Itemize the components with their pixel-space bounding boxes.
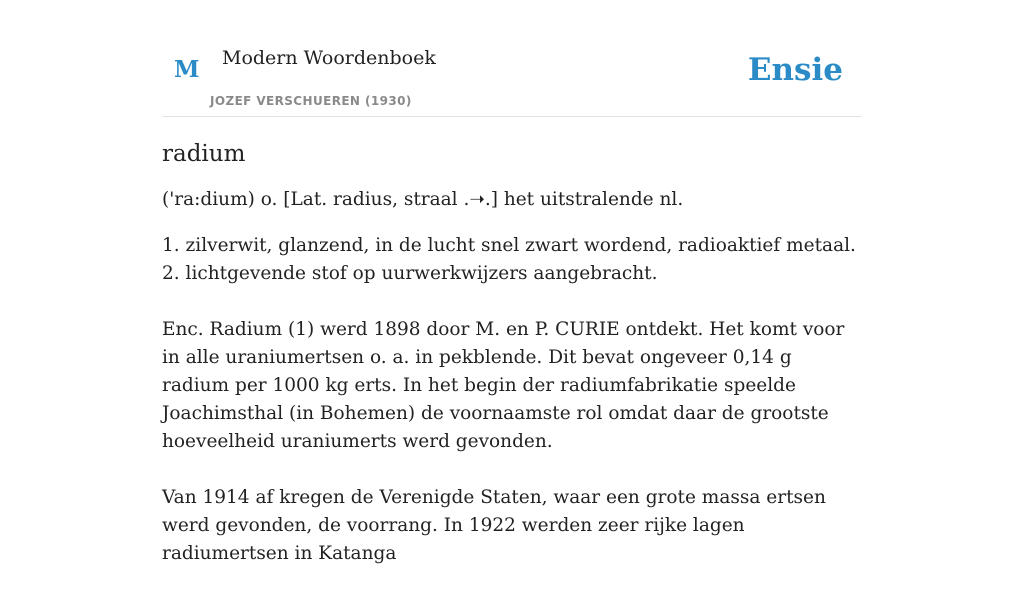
book-title[interactable]: Modern Woordenboek xyxy=(222,47,436,69)
book-logo[interactable]: M xyxy=(174,56,200,83)
brand-logo[interactable]: Ensie xyxy=(747,52,843,88)
sense-item: 1. zilverwit, glanzend, in de lucht snel zwart wordend, radioaktief metaal. xyxy=(162,235,856,256)
encyclopedia-paragraph: Enc. Radium (1) werd 1898 door M. en P. CURIE ontdekt. Het komt voor in alle uraniumertsen o. a. in pekblende. Dit bevat ongeveer 0,14 g radium per 1000 kg erts. In het begin der radiumfabrikatie speelde Joachimsthal (in Bohemen) de voornaamste rol omdat daar de grootste hoeveelheid uraniumerts werd gevonden. xyxy=(162,319,845,452)
entry-content xyxy=(162,138,862,596)
entry-etymology: ('ra:dium) o. [Lat. radius, straal .➝.] het uitstralende nl. xyxy=(162,189,684,210)
entry-headword: radium xyxy=(162,141,246,167)
encyclopedia-paragraph: Van 1914 af kregen de Verenigde Staten, waar een grote massa ertsen werd gevonden, de voorrang. In 1922 werden zeer rijke lagen radiumertsen in Katanga xyxy=(162,487,826,564)
entry-senses xyxy=(162,232,862,288)
sense-item: 2. lichtgevende stof op uurwerkwijzers aangebracht. xyxy=(162,263,658,284)
site-header xyxy=(162,0,862,117)
book-author: JOZEF VERSCHUEREN (1930) xyxy=(210,94,412,108)
